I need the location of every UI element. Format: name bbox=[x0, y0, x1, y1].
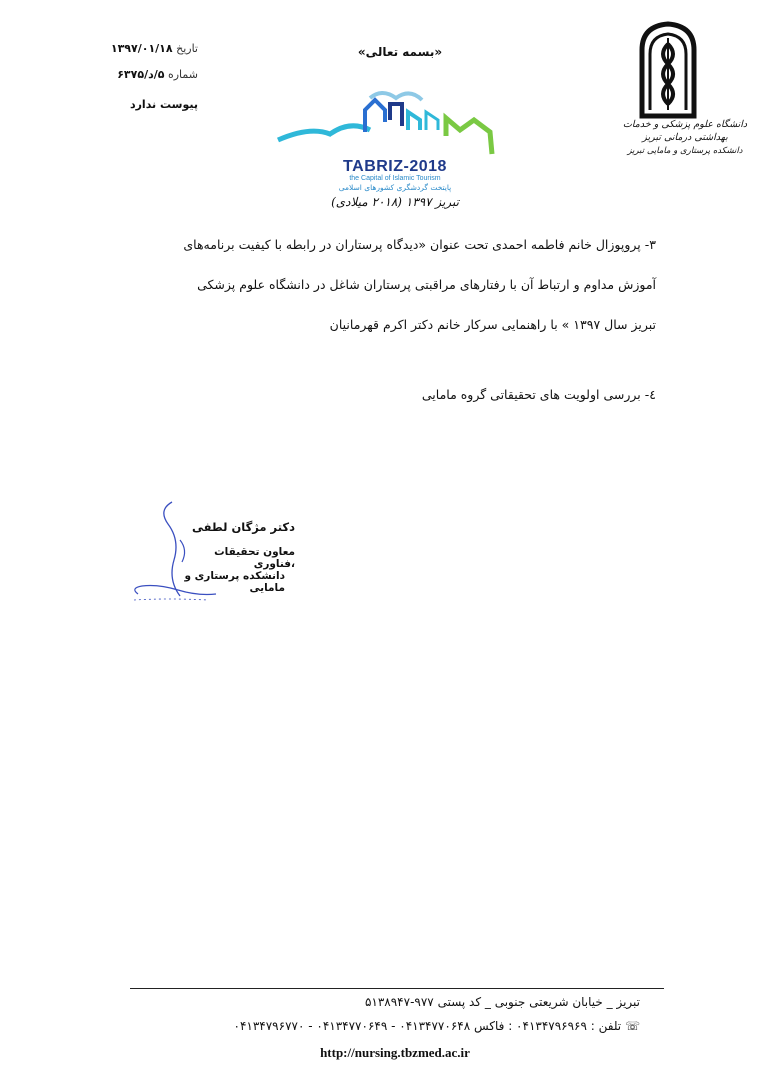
item-number: ٤- bbox=[644, 387, 656, 402]
event-date-line: تبریز ۱۳۹۷ (۲۰۱۸ میلادی) bbox=[331, 195, 459, 209]
footer-phones bbox=[160, 1019, 640, 1033]
date-value: ۱۳۹۷/۰۱/۱۸ bbox=[110, 42, 173, 55]
number-line bbox=[78, 68, 198, 82]
bismillah-heading: «بسمه تعالی» bbox=[357, 45, 443, 59]
university-emblem-icon bbox=[636, 20, 700, 120]
agenda-item-3-line-1 bbox=[136, 236, 656, 254]
date-line bbox=[78, 42, 198, 56]
item-text: بررسی اولویت های تحقیقاتی گروه مامایی bbox=[421, 387, 641, 402]
agenda-item-3-line-3: تبریز سال ۱۳۹۷ » با راهنمایی سرکار خانم دکتر اکرم قهرمانیان bbox=[329, 317, 656, 332]
footer-phone-numbers: تلفن : ۰۴۱۳۴۷۹۶۹۶۹ : فاکس ۰۴۱۳۴۷۷۰۶۴۸ - ۰۴۱۳۴۷۷۰۶۴۹ - ۰۴۱۳۴۷۹۶۷۷۰ bbox=[233, 1019, 622, 1033]
agenda-item-4 bbox=[136, 386, 656, 404]
faculty-name: دانشکده پرستاری و مامایی تبریز bbox=[627, 146, 743, 156]
item-text: پروپوزال خانم فاطمه احمدی تحت عنوان «دیدگاه پرستاران در رابطه با کیفیت برنامه‌های bbox=[183, 237, 641, 252]
signer-name: دکتر مژگان لطفی bbox=[192, 520, 295, 534]
footer-address: تبریز _ خیابان شریعتی جنوبی _ کد پستی ۹۷۷-۵۱۳۸۹۴۷ bbox=[364, 995, 640, 1009]
number-label: شماره bbox=[167, 68, 198, 81]
footer-website-link[interactable]: http://nursing.tbzmed.ac.ir bbox=[320, 1045, 470, 1060]
university-name: دانشگاه علوم پزشکی و خدمات بهداشتی درمانی تبریز bbox=[622, 119, 748, 143]
signer-organization: دانشکده پرستاری و مامایی bbox=[184, 570, 285, 594]
date-label: تاریخ bbox=[176, 42, 198, 55]
event-title: TABRIZ-2018 bbox=[343, 158, 447, 175]
agenda-item-3-line-2: آموزش مداوم و ارتباط آن با رفتارهای مراقبتی پرستاران شاغل در دانشگاه علوم پزشکی bbox=[197, 277, 656, 292]
footer-divider bbox=[130, 988, 664, 989]
event-subtitle-fa: پایتخت گردشگری کشورهای اسلامی bbox=[338, 183, 452, 192]
event-subtitle: the Capital of Islamic Tourism bbox=[349, 175, 441, 182]
phone-icon: ☏ bbox=[624, 1019, 640, 1033]
number-value: ۵/د/۶۳۷۵ bbox=[117, 68, 165, 81]
item-number: ۳- bbox=[644, 237, 656, 252]
attachment-line: پیوست ندارد bbox=[129, 98, 198, 111]
signer-title: معاون تحقیقات ،فناوری bbox=[214, 546, 295, 570]
